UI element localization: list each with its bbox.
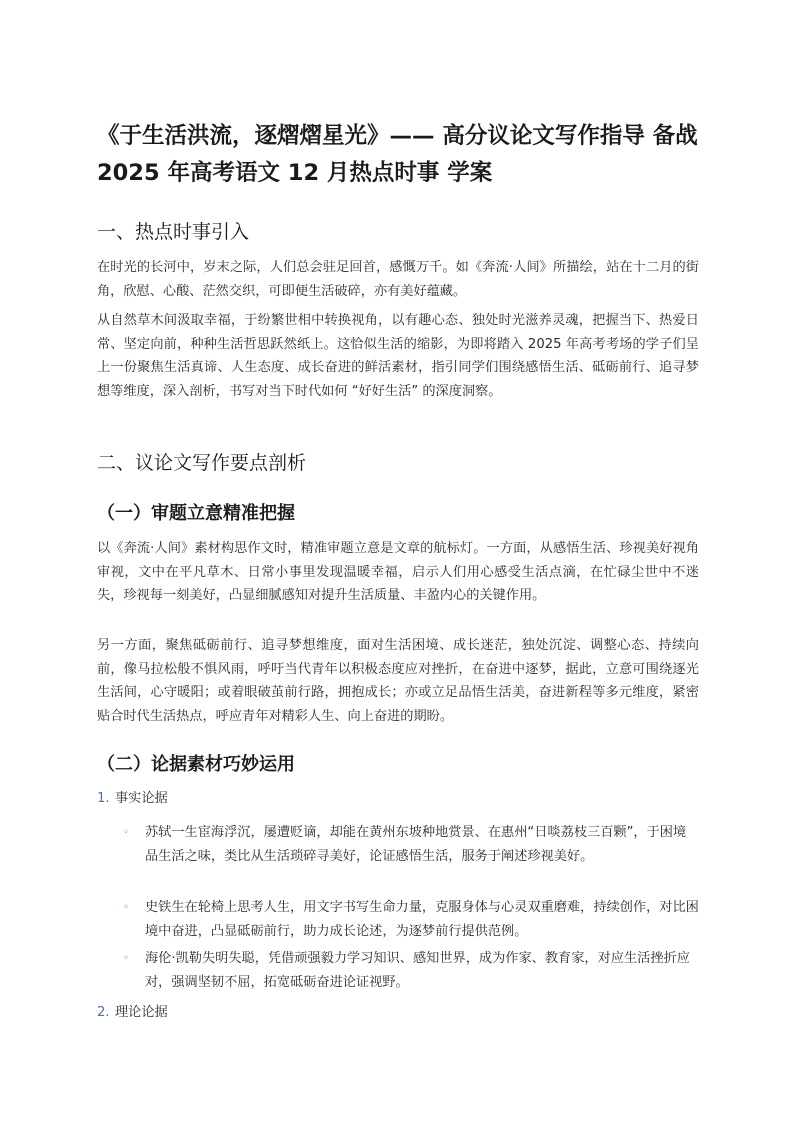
- document-title: 《于生活洪流，逐熠熠星光》—— 高分议论文写作指导 备战 2025 年高考语文 12 月热点时事 学案: [97, 123, 698, 186]
- bullet-icon: ◦: [123, 902, 129, 913]
- paragraph: 从自然草木间汲取幸福，于纷繁世相中转换视角，以有趣心态、独处时光滋养灵魂，把握当下、热爱日常、坚定向前，种种生活哲思跃然纸上。这恰似生活的缩影，为即将踏入 2025 年高考考场的学子们呈上一份聚焦生活真谛、人生态度、成长奋进的鲜活素材，指引同学们围绕感悟生活、砥砺前行、追寻梦想等维度，深入剖析，书写对当下时代如何 “好好生活” 的深度洞察。: [97, 313, 699, 399]
- list-number: 2.: [97, 1005, 110, 1020]
- subsection-heading-evidence: （二）论据素材巧妙运用: [97, 754, 295, 775]
- list-item-label: 理论论据: [115, 1005, 168, 1020]
- section-heading-writing-points: 二、议论文写作要点剖析: [97, 452, 307, 474]
- bullet-text: 苏轼一生宦海浮沉，屡遭贬谪，却能在黄州东坡种地赏景、在惠州“日啖荔枝三百颗”，于困境品生活之味，类比从生活琐碎寻美好，论证感悟生活，服务于阐述珍视美好。: [145, 825, 687, 864]
- list-item: [97, 1002, 168, 1024]
- subsection-heading-topic: （一）审题立意精准把握: [97, 503, 295, 524]
- section-heading-hot-topics: 一、热点时事引入: [97, 221, 250, 243]
- bullet-text: 海伦·凯勒失明失聪，凭借顽强毅力学习知识、感知世界，成为作家、教育家，对应生活挫折应对，强调坚韧不屈，拓宽砥砺奋进论证视野。: [145, 951, 690, 990]
- bullet-icon: ◦: [123, 827, 129, 838]
- bullet-item: [123, 947, 699, 995]
- list-item-label: 事实论据: [115, 791, 168, 806]
- list-item: [97, 788, 168, 810]
- paragraph: 另一方面，聚焦砥砺前行、追寻梦想维度，面对生活困境、成长迷茫，独处沉淀、调整心态、持续向前，像马拉松般不惧风雨，呼吁当代青年以积极态度应对挫折，在奋进中逐梦，据此，立意可围绕逐光生活间，心守暖阳；或着眼破茧前行路，拥抱成长；亦或立足品悟生活美，奋进新程等多元维度，紧密贴合时代生活热点，呼应青年对精彩人生、向上奋进的期盼。: [97, 638, 699, 724]
- bullet-text: 史铁生在轮椅上思考人生，用文字书写生命力量，克服身体与心灵双重磨难，持续创作，对比困境中奋进，凸显砥砺前行，助力成长论述，为逐梦前行提供范例。: [145, 900, 699, 939]
- bullet-item: [123, 821, 699, 869]
- bullet-icon: ◦: [123, 953, 129, 964]
- bullet-item: [123, 896, 699, 944]
- paragraph: 在时光的长河中，岁末之际，人们总会驻足回首，感慨万千。如《奔流·人间》所描绘，站在十二月的街角，欣慰、心酸、茫然交织，可即便生活破碎，亦有美好蕴藏。: [97, 260, 699, 299]
- paragraph: 以《奔流·人间》素材构思作文时，精准审题立意是文章的航标灯。一方面，从感悟生活、珍视美好视角审视，文中在平凡草木、日常小事里发现温暖幸福，启示人们用心感受生活点滴，在忙碌尘世中不迷失，珍视每一刻美好，凸显细腻感知对提升生活质量、丰盈内心的关键作用。: [97, 541, 699, 603]
- list-number: 1.: [97, 791, 110, 806]
